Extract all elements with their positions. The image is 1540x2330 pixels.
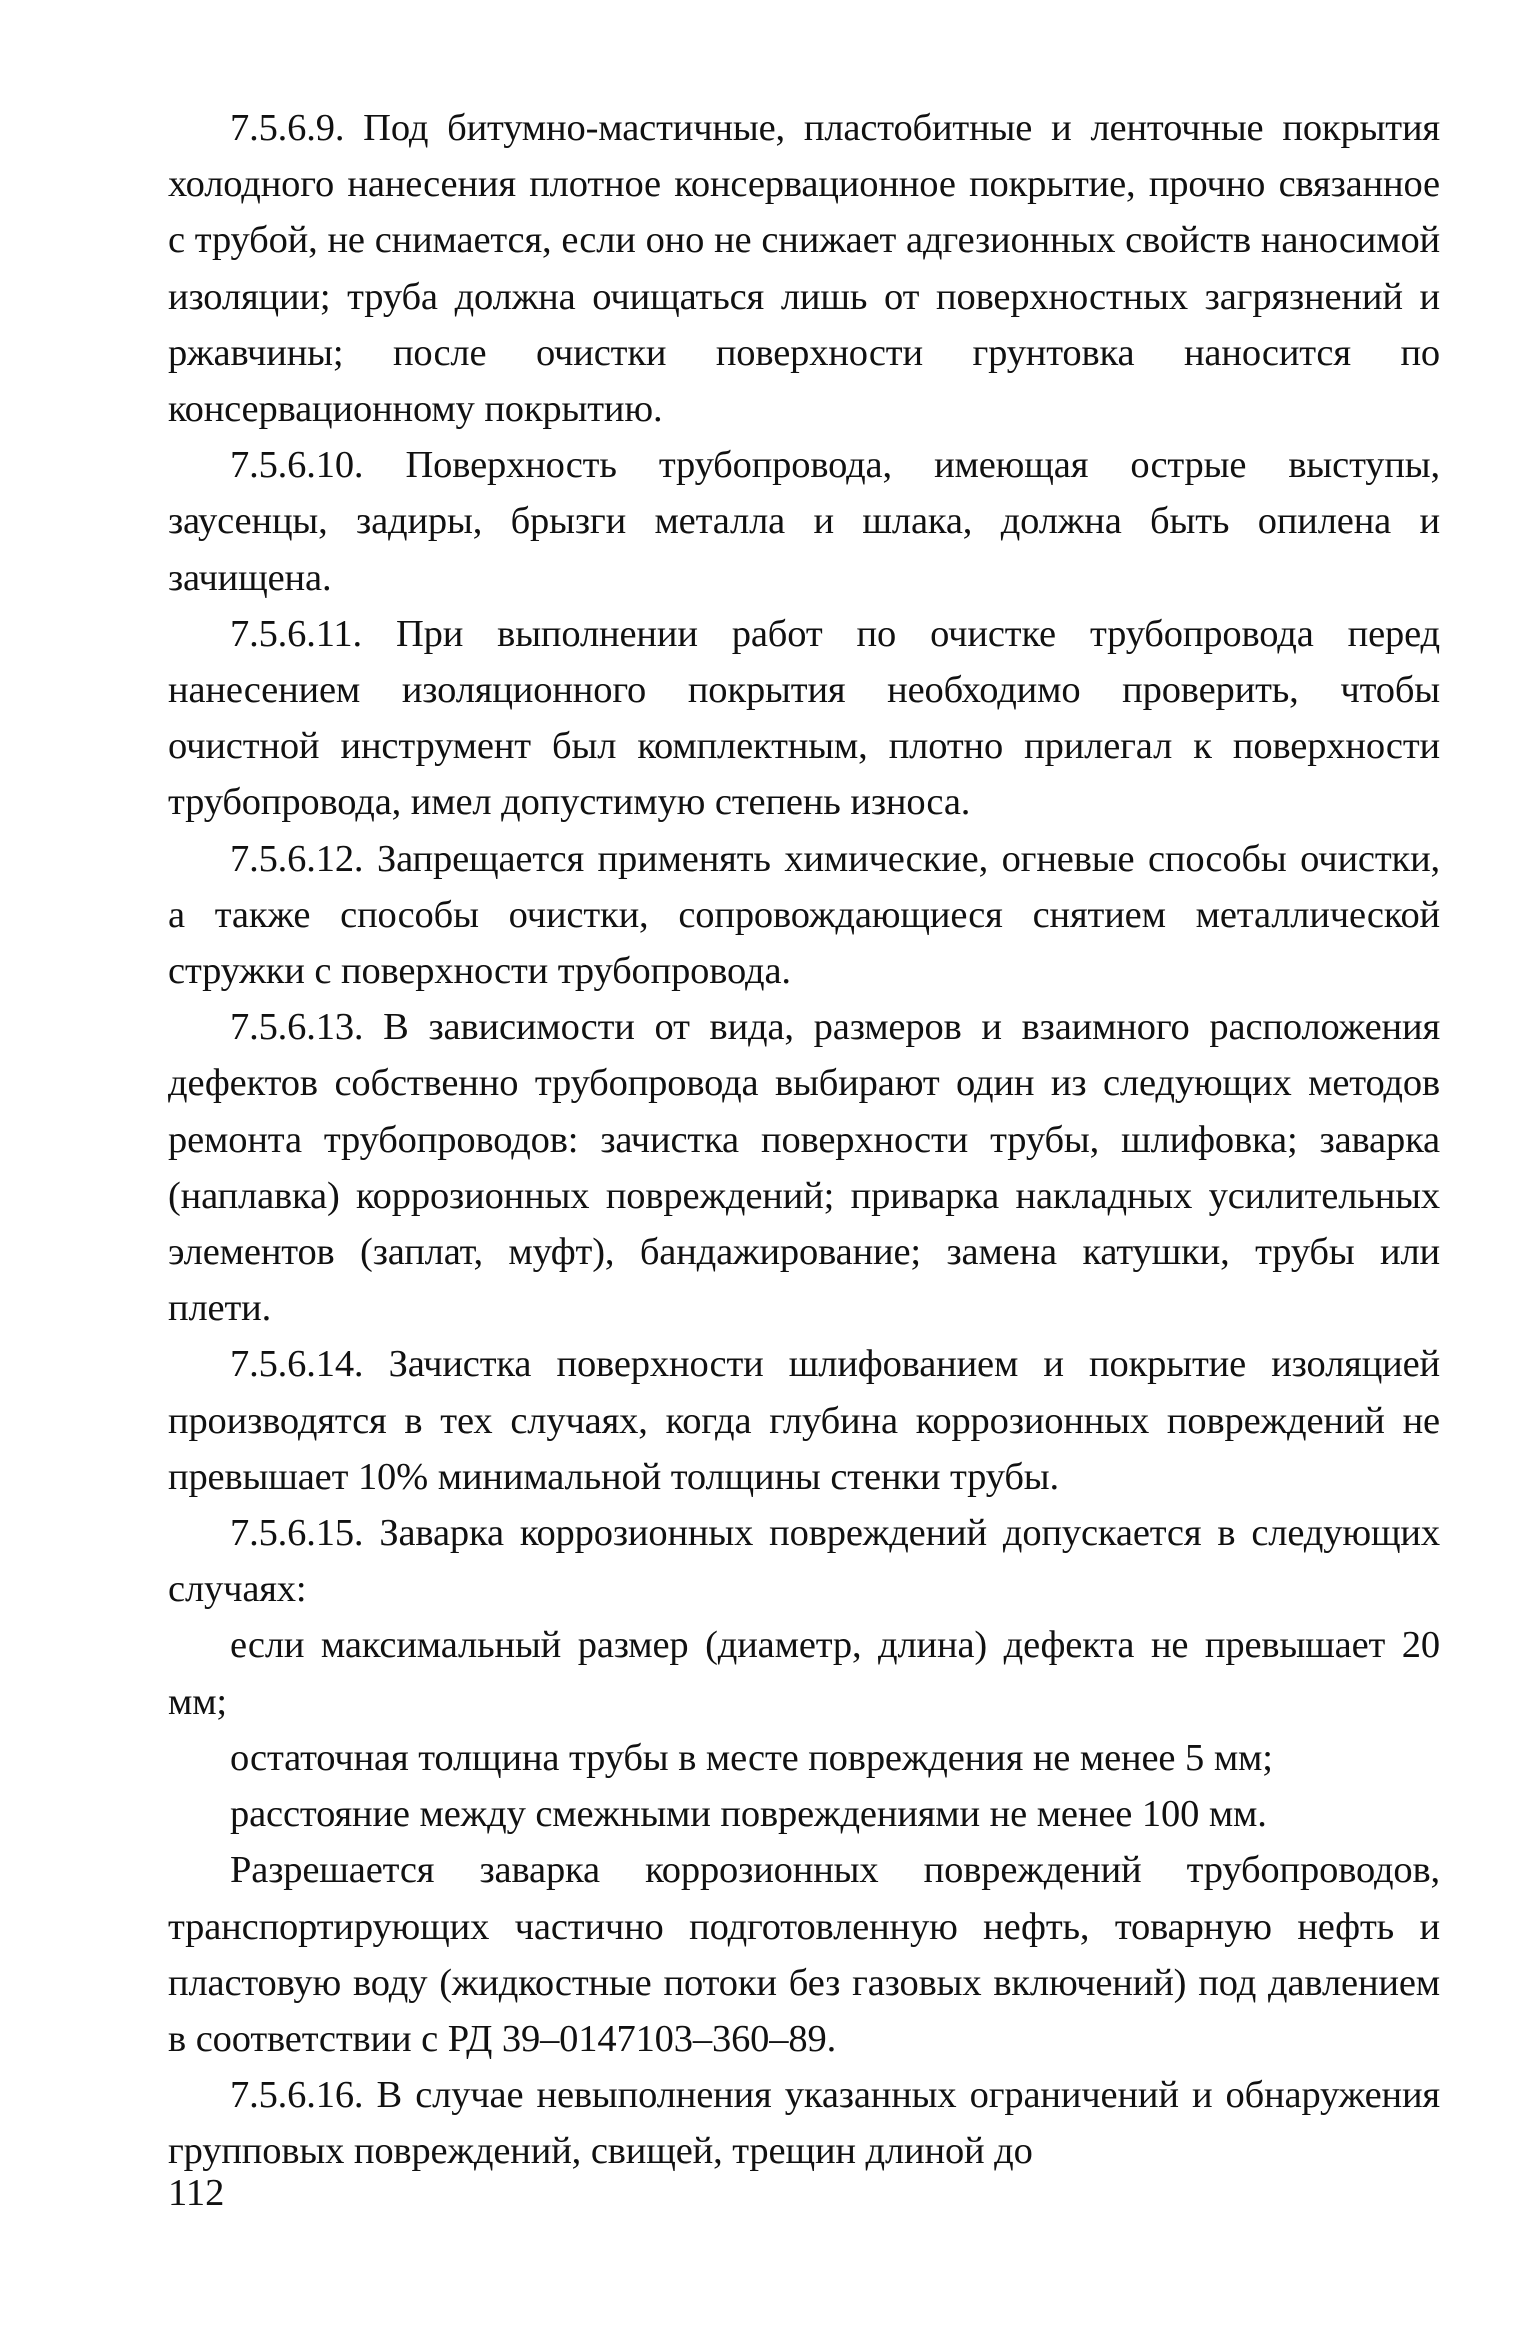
page-body-text <box>168 100 1440 2180</box>
clause-7-5-6-14: 7.5.6.14. Зачистка поверхности шлифованием и покрытие изоляцией производятся в тех случаях, когда глубина коррозионных повреждений не превышает 10% минимальной толщины стенки трубы. <box>168 1343 1440 1498</box>
clause-7-5-6-13: 7.5.6.13. В зависимости от вида, размеров и взаимного расположения дефектов собственно трубопровода выбирают один из следующих методов ремонта трубопроводов: зачистка поверхности трубы, шлифовка; заварка (наплавка) коррозионных повреждений; приварка накладных усилительных элементов (заплат, муфт), бандажирование; замена катушки, трубы или плети. <box>168 1006 1440 1330</box>
clause-7-5-6-15: 7.5.6.15. Заварка коррозионных повреждений допускается в следующих случаях: <box>168 1512 1440 1611</box>
clause-7-5-6-11: 7.5.6.11. При выполнении работ по очистке трубопровода перед нанесением изоляционного покрытия необходимо проверить, чтобы очистной инструмент был комплектным, плотно прилегал к поверхности трубопровода, имел допустимую степень износа. <box>168 612 1440 824</box>
page-number: 112 <box>168 2171 225 2214</box>
clause-7-5-6-10: 7.5.6.10. Поверхность трубопровода, имеющая острые выступы, заусенцы, задиры, брызги металла и шлака, должна быть опилена и зачищена. <box>168 444 1440 599</box>
sub-item-residual-thickness: остаточная толщина трубы в месте повреждения не менее 5 мм; <box>230 1736 1273 1779</box>
sub-item-distance: расстояние между смежными повреждениями не менее 100 мм. <box>230 1793 1267 1836</box>
clause-7-5-6-16: 7.5.6.16. В случае невыполнения указанных ограничений и обнаружения групповых повреждений, свищей, трещин длиной до <box>168 2074 1440 2173</box>
clause-7-5-6-12: 7.5.6.12. Запрещается применять химические, огневые способы очистки, а также способы очистки, сопровождающиеся снятием металлической стружки с поверхности трубопровода. <box>168 837 1440 993</box>
clause-7-5-6-9: 7.5.6.9. Под битумно-мастичные, пластобитные и ленточные покрытия холодного нанесения плотное консервационное покрытие, прочно связанное с трубой, не снимается, если оно не снижает адгезионных свойств наносимой изоляции; труба должна очищаться лишь от поверхностных загрязнений и ржавчины; после очистки поверхности грунтовка наносится по консервационному покрытию. <box>168 107 1440 431</box>
paragraph-allowed-welding: Разрешается заварка коррозионных повреждений трубопроводов, транспортирующих частично подготовленную нефть, товарную нефть и пластовую воду (жидкостные потоки без газовых включений) под давлением в соответствии с РД 39–0147103–360–89. <box>168 1849 1440 2060</box>
sub-item-max-size: если максимальный размер (диаметр, длина) дефекта не превышает 20 мм; <box>168 1624 1440 1723</box>
